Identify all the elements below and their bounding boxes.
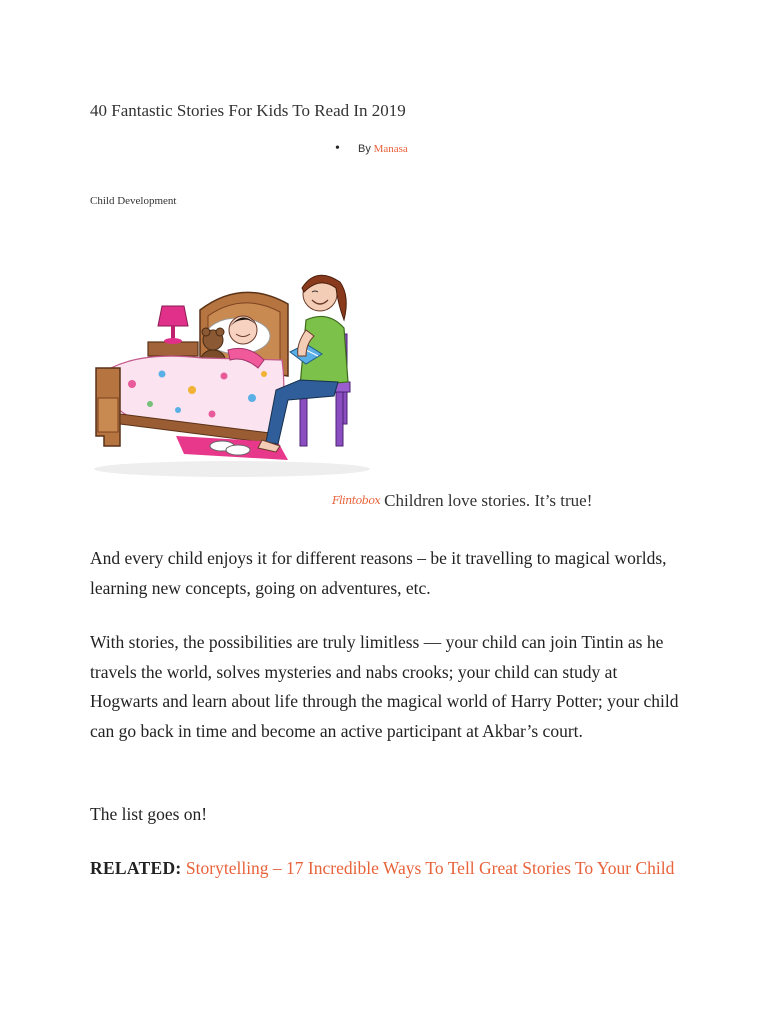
bedtime-story-illustration <box>92 264 372 479</box>
author-link[interactable]: Manasa <box>373 143 408 155</box>
flintobox-logo: Flintobox <box>332 494 381 507</box>
by-label: By <box>358 143 371 155</box>
related-article-link[interactable]: Storytelling – 17 Incredible Ways To Tell Great Stories To Your Child <box>185 858 675 878</box>
related-block <box>90 854 685 884</box>
paragraph: With stories, the possibilities are truly limitless — your child can join Tintin as he travels the world, solves mysteries and nabs crooks; your child can study at Hogwarts and learn about life through the magical world of Harry Potter; your child can go back in time and become an active participant at Akbar’s court. <box>90 632 679 741</box>
bullet: • <box>335 141 340 156</box>
byline <box>335 141 408 157</box>
category-label: Child Development <box>90 195 177 207</box>
intro-text: Children love stories. It’s true! <box>384 491 593 510</box>
article-title: 40 Fantastic Stories For Kids To Read In 2019 <box>90 101 406 120</box>
paragraph: And every child enjoys it for different reasons – be it travelling to magical worlds, learning new concepts, going on adventures, etc. <box>90 548 667 598</box>
paragraph: The list goes on! <box>90 804 208 824</box>
intro-line <box>332 491 592 511</box>
related-label: RELATED: <box>90 858 182 878</box>
